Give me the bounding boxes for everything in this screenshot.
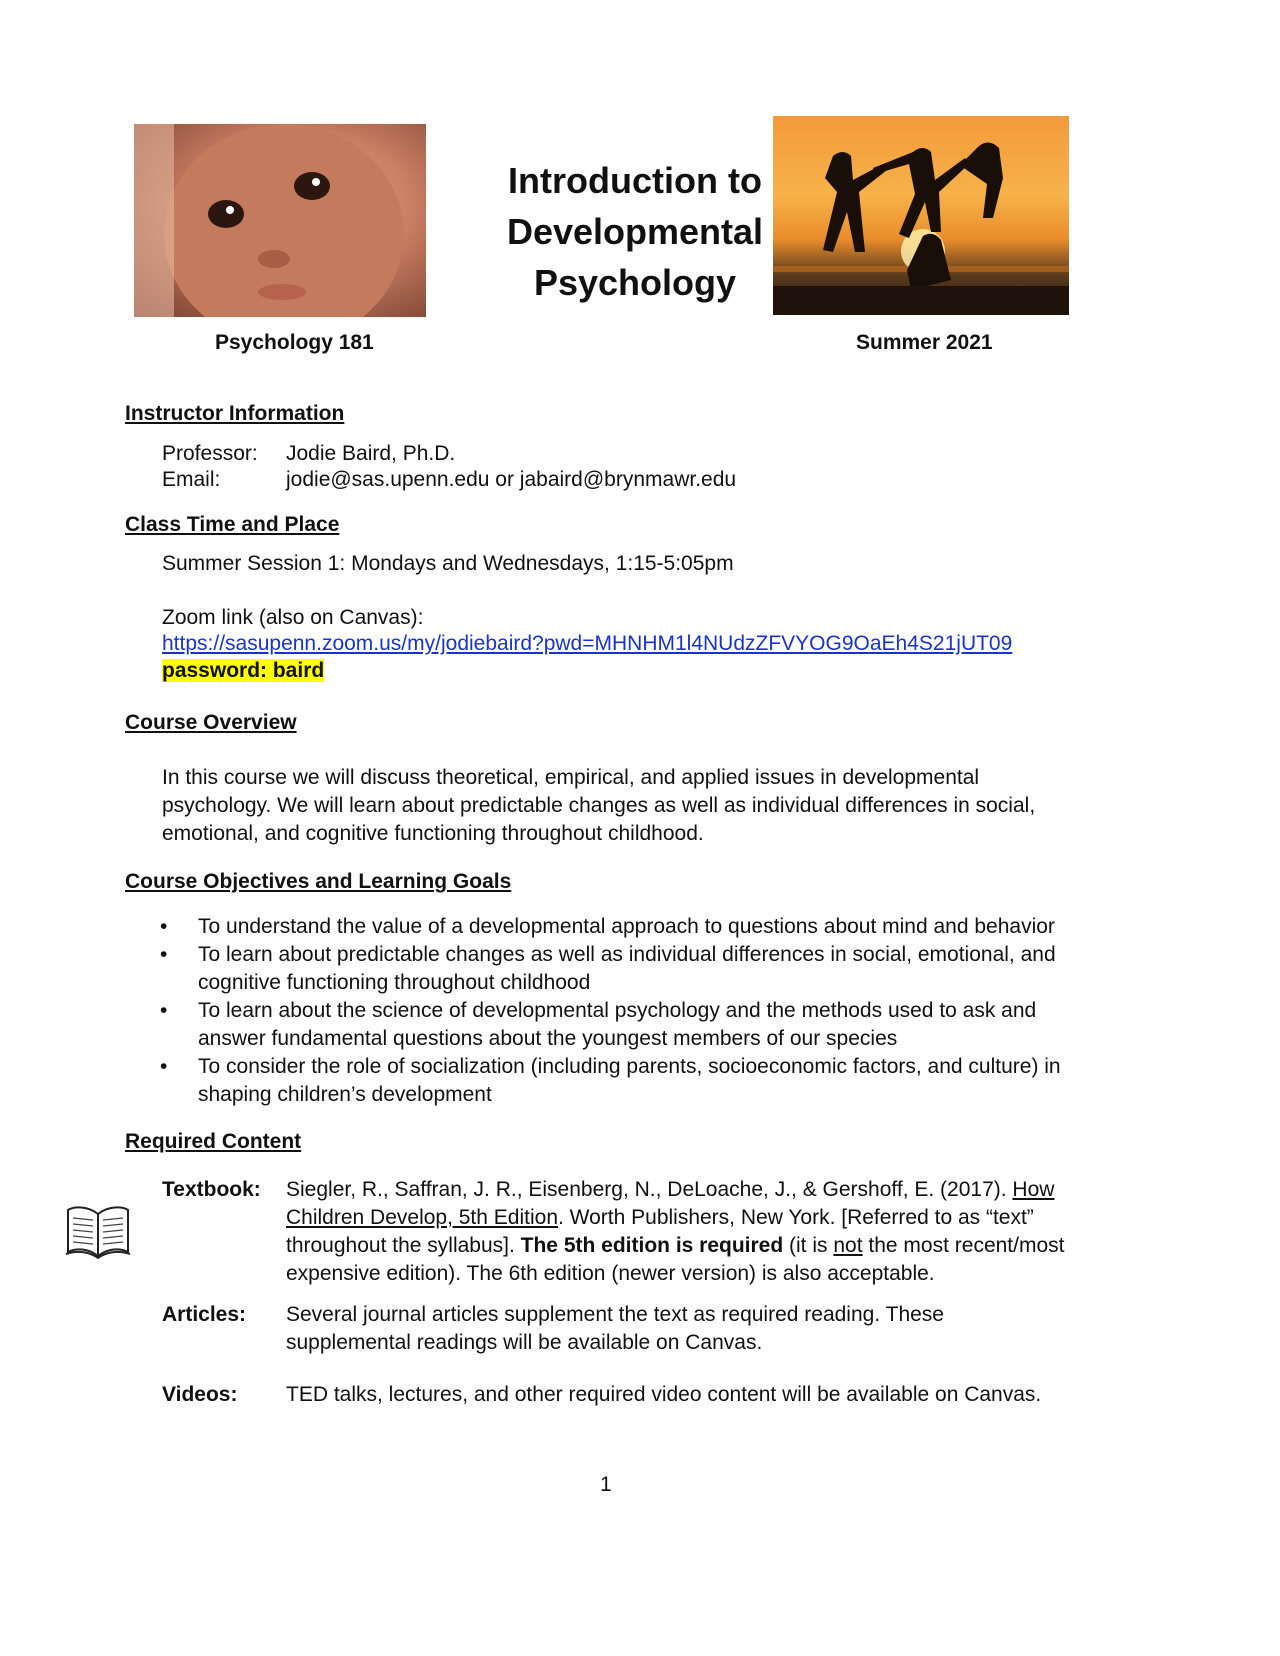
edition-note-post: the most recent/most expensive edition). The 6th edition (newer version) is also acceptable.	[286, 1234, 1065, 1285]
professor-label: Professor:	[162, 442, 258, 465]
overview-heading: Course Overview	[125, 711, 297, 734]
list-item: • To consider the role of socialization (including parents, socioeconomic factors, and culture) in shaping children’s development	[160, 1053, 1072, 1109]
list-item: • To learn about the science of developmental psychology and the methods used to ask and answer fundamental questions about the youngest members of our species	[160, 997, 1072, 1053]
class-time-heading: Class Time and Place	[125, 513, 340, 536]
zoom-password	[162, 657, 324, 685]
textbook-authors: Siegler, R., Saffran, J. R., Eisenberg, N., DeLoache, J., & Gershoff, E. (2017).	[286, 1178, 1013, 1201]
email-value: jodie@sas.upenn.edu or jabaird@brynmawr.edu	[286, 468, 737, 491]
required-heading: Required Content	[125, 1130, 302, 1153]
edition-note-pre: (it is	[783, 1234, 834, 1257]
edition-not-word: not	[833, 1234, 863, 1257]
edition-required-note: The 5th edition is required	[520, 1234, 784, 1257]
textbook-label: Textbook:	[162, 1178, 261, 1201]
instructor-heading: Instructor Information	[125, 402, 345, 425]
password-highlight: password: baird	[162, 659, 325, 682]
textbook-title: How Children Develop, 5th Edition	[286, 1178, 1055, 1229]
email-label: Email:	[162, 468, 221, 491]
articles-text: Several journal articles supplement the text as required reading. These supplemental readings will be available on Canvas.	[286, 1303, 944, 1354]
professor-name: Jodie Baird, Ph.D.	[286, 442, 456, 465]
zoom-label: Zoom link (also on Canvas):	[162, 606, 424, 629]
videos-label: Videos:	[162, 1383, 238, 1406]
course-number: Psychology 181	[215, 331, 374, 354]
objectives-heading: Course Objectives and Learning Goals	[125, 870, 512, 893]
videos-text: TED talks, lectures, and other required video content will be available on Canvas.	[286, 1383, 1042, 1406]
children-silhouette-photo	[773, 116, 1069, 315]
document-title: Introduction to Developmental Psychology	[506, 160, 764, 303]
textbook-publisher: . Worth Publishers, New York. [Referred to as “text” throughout the syllabus].	[286, 1206, 1034, 1257]
textbook-citation	[286, 1176, 1072, 1288]
objectives-list	[160, 913, 1072, 1109]
zoom-link[interactable]: https://sasupenn.zoom.us/my/jodiebaird?pwd=MHNHM1l4NUdzZFVYOG9OaEh4S21jUT09	[162, 632, 1013, 655]
open-book-icon	[64, 1200, 132, 1260]
baby-photo	[134, 124, 426, 317]
session-text: Summer Session 1: Mondays and Wednesdays, 1:15-5:05pm	[162, 552, 734, 575]
list-item: • To learn about predictable changes as well as individual differences in social, emotional, and cognitive functioning throughout childhood	[160, 941, 1072, 997]
list-item: • To understand the value of a developmental approach to questions about mind and behavior	[160, 913, 1072, 941]
page-number: 1	[600, 1473, 612, 1496]
term-label: Summer 2021	[856, 331, 993, 354]
articles-label: Articles:	[162, 1303, 247, 1326]
overview-text: In this course we will discuss theoretical, empirical, and applied issues in developmental psychology. We will learn about predictable changes as well as individual differences in social, emotional, and cognitive functioning throughout childhood.	[162, 766, 1036, 845]
